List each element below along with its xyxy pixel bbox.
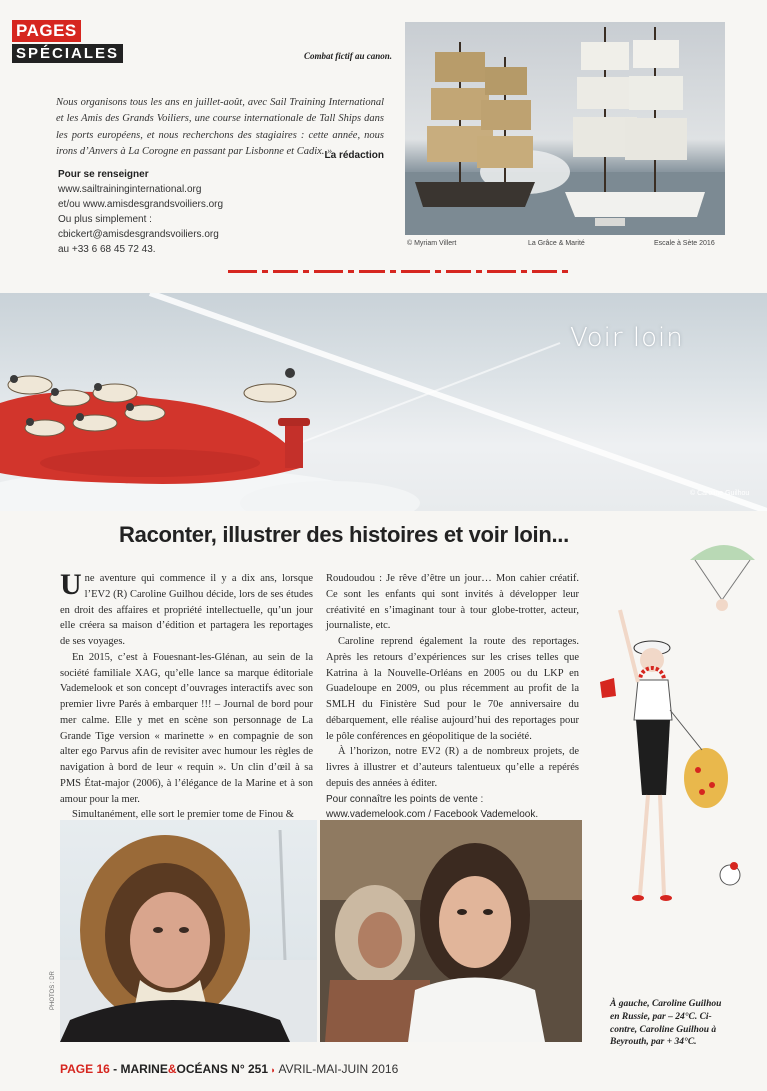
top-photo-caption: Combat fictif au canon. xyxy=(303,51,392,61)
portrait-photo-beirut xyxy=(320,820,582,1042)
paragraph-text: ne aventure qui commence il y a dix ans, lorsque l’EV2 (R) Caroline Guilhou décide, lors de ses études en droit des affaires et propriété intellectuelle, qu’un jour elle créera sa maison d’édition et partagera les reportages de ses voyages. xyxy=(60,573,313,647)
contact-block xyxy=(58,167,388,257)
paragraph: Pour connaître les points de vente : xyxy=(326,793,484,805)
photo-credit: La Grâce & Marité xyxy=(528,240,585,247)
footer-separator: - xyxy=(109,1062,121,1076)
paragraph: À l’horizon, notre EV2 (R) a de nombreux projets, de livres à illustrer et d’auteurs talentueux qu’elle a repérés depuis des années à éditer. xyxy=(326,746,579,789)
badge-line1: PAGES xyxy=(12,20,81,42)
website-link[interactable]: www.vademelook.com / Facebook Vademelook. xyxy=(326,808,539,820)
magazine-name-part2: OCÉANS N° 251 xyxy=(176,1062,268,1076)
badge-line2: SPÉCIALES xyxy=(12,44,123,63)
hero-overlay-text: Voir loin xyxy=(570,323,684,353)
article-column-1 xyxy=(60,568,313,823)
photo-credit-vertical: PHOTOS : DR xyxy=(50,971,56,1010)
drop-cap: U xyxy=(60,568,82,601)
contact-line[interactable]: www.sailtraininginternational.org xyxy=(58,184,202,195)
paragraph: Roudoudou : Je rêve d’être un jour… Mon cahier créatif. Ce sont les enfants qui sont invités à développer leur créativité en s’imaginant tour à tour globe-trotter, acteur, journaliste, etc. xyxy=(326,573,579,632)
paragraph: Caroline reprend également la route des reportages. Après les retours d’expériences sur les crises telles que Katrina à la Nouvelle-Orléans en 2005 ou du LKP en Guadeloupe en 2009, ou plus récemment au profit de la SMLH du Finistère Sud pour le 70e anniversaire du débarquement, elle réalise aujourd’hui des reportages pour le pôle conférences en géopolitique de la société. xyxy=(326,636,579,742)
portrait-photo-russia xyxy=(60,820,317,1042)
article-title: Raconter, illustrer des histoires et voir loin... xyxy=(119,522,569,547)
photo-caption: À gauche, Caroline Guilhou en Russie, par – 24°C. Ci-contre, Caroline Guilhou à Beyrouth, par + 34°C. xyxy=(610,999,722,1048)
issue-date: AVRIL-MAI-JUIN 2016 xyxy=(278,1062,399,1076)
signature: La rédaction xyxy=(324,150,384,161)
quote-text: Nous organisons tous les ans en juillet-août, avec Sail Training International et les Amis des Grands Voiliers, une course internationale de Tall Ships dans les ports européens, et nous recherchons des stagiaires : cette année, nous irons d’Anvers à La Corogne en passant par Lisbonne et Cadix. » xyxy=(56,97,384,157)
illustrated-woman-figure xyxy=(590,530,760,920)
article-column-2 xyxy=(326,571,579,822)
page-footer xyxy=(60,1062,398,1076)
magazine-name-part1: MARINE xyxy=(120,1062,168,1076)
contact-heading: Pour se renseigner xyxy=(58,169,149,180)
contact-line[interactable]: cbickert@amisdesgrandsvoiliers.org xyxy=(58,229,219,240)
dashed-divider xyxy=(228,270,568,274)
contact-line: au +33 6 68 45 72 43. xyxy=(58,244,156,255)
paragraph: Simultanément, elle sort le premier tome de Finou & xyxy=(72,809,294,821)
footer-triangle: ◗ xyxy=(268,1065,279,1075)
paragraph: En 2015, c’est à Fouesnant-les-Glénan, au sein de la société familiale XAG, qu’elle lance sa marque éditoriale Vademelook et son concept d’ouvrages interactifs avec son premier livre Parés à embarquer !!! – Journal de bord pour mer calme. Elle y met en scène son personnage de La Grande Tige version « marinette » en compagnie de son alter ego Parvus afin de revisiter avec humour les règles de navigation à bord de leur « requin ». Un clin d’œil à sa PMS État-major (2006), à l’élégance de la Marine et à son amour pour la mer. xyxy=(60,651,313,805)
photo-credit: © Myriam Villert xyxy=(407,240,457,247)
hero-illustration xyxy=(0,293,767,511)
magazine-ampersand: & xyxy=(167,1062,177,1076)
photo-credit: Escale à Sète 2016 xyxy=(654,240,715,247)
tall-ships-photo xyxy=(405,22,725,235)
page-number: PAGE 16 xyxy=(60,1062,110,1076)
contact-line[interactable]: et/ou www.amisdesgrandsvoiliers.org xyxy=(58,199,224,210)
hero-credit: © Caroline Guilhou xyxy=(690,490,750,497)
paragraph xyxy=(60,568,313,650)
section-badge xyxy=(12,20,120,63)
contact-line: Ou plus simplement : xyxy=(58,214,152,225)
